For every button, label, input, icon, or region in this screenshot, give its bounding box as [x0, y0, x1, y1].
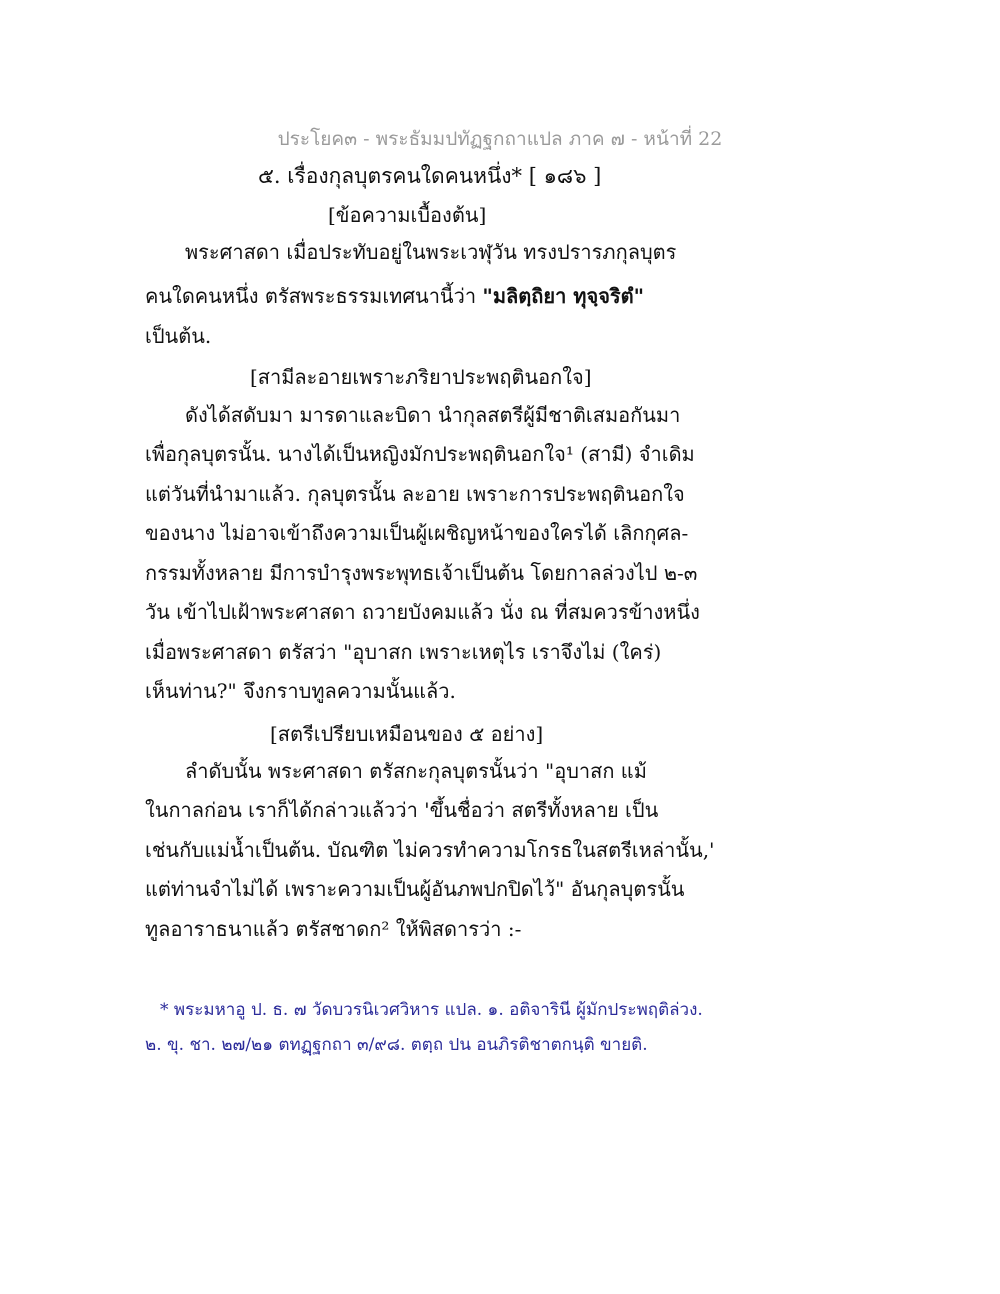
intro-quote-bold: "มลิตฺถิยา ทุจฺจริตํ": [482, 284, 645, 308]
para3-line-2: ในกาลก่อน เราก็ได้กล่าวแล้วว่า 'ขึ้นชื่อว่า สตรีทั้งหลาย เป็น: [145, 798, 659, 822]
para2-line-8: เห็นท่าน?" จึงกราบทูลความนั้นแล้ว.: [145, 679, 456, 703]
para3-line-3: เช่นกับแม่น้ำเป็นต้น. บัณฑิต ไม่ควรทำความโกรธในสตรีเหล่านั้น,': [145, 838, 715, 862]
para2-line-2: เพื่อกุลบุตรนั้น. นางได้เป็นหญิงมักประพฤตินอกใจ¹ (สามี) จำเดิม: [145, 442, 695, 466]
section-heading-women: [สตรีเปรียบเหมือนของ ๕ อย่าง]: [270, 722, 544, 746]
intro-line-3: เป็นต้น.: [145, 324, 212, 348]
section-heading-intro: [ข้อความเบื้องต้น]: [328, 203, 487, 227]
section-heading-husband: [สามีละอายเพราะภริยาประพฤตินอกใจ]: [250, 365, 592, 389]
intro-line-1: พระศาสดา เมื่อประทับอยู่ในพระเวฬุวัน ทรงปรารภกุลบุตร: [185, 240, 677, 264]
para2-line-7: เมื่อพระศาสดา ตรัสว่า "อุบาสก เพราะเหตุไร เราจึงไม่ (ใคร่): [145, 640, 662, 664]
para2-line-1: ดังได้สดับมา มารดาและบิดา นำกุลสตรีผู้มีชาติเสมอกันมา: [185, 403, 681, 427]
intro-line-2: [145, 282, 644, 310]
para2-line-5: กรรมทั้งหลาย มีการบำรุงพระพุทธเจ้าเป็นต้น โดยกาลล่วงไป ๒-๓: [145, 561, 698, 585]
para3-line-5: ทูลอาราธนาแล้ว ตรัสชาดก² ให้พิสดารว่า :-: [145, 917, 522, 941]
para2-line-3: แต่วันที่นำมาแล้ว. กุลบุตรนั้น ละอาย เพราะการประพฤตินอกใจ: [145, 482, 685, 506]
para2-line-6: วัน เข้าไปเฝ้าพระศาสดา ถวายบังคมแล้ว นั่ง ณ ที่สมควรข้างหนึ่ง: [145, 600, 700, 624]
para3-line-1: ลำดับนั้น พระศาสดา ตรัสกะกุลบุตรนั้นว่า "อุบาสก แม้: [185, 759, 647, 783]
story-title: ๕. เรื่องกุลบุตรคนใดคนหนึ่ง* [ ๑๘๖ ]: [258, 164, 602, 188]
para2-line-4: ของนาง ไม่อาจเข้าถึงความเป็นผู้เผชิญหน้าของใครได้ เลิกกุศล-: [145, 521, 689, 545]
intro-line-2-text: คนใดคนหนึ่ง ตรัสพระธรรมเทศนานี้ว่า: [145, 284, 483, 308]
page-header-text: ประโยค๓ - พระธัมมปทัฏฐกถาแปล ภาค ๗ - หน้าที่ 22: [277, 128, 723, 150]
footnote-2: ๒. ขุ. ชา. ๒๗/๒๑ ตทฏฺฐกถา ๓/๙๘. ตตฺถ ปน อนภิรติชาตกนฺติ ขายติ.: [145, 1035, 648, 1055]
footnote-1: * พระมหาอู ป. ธ. ๗ วัดบวรนิเวศวิหาร แปล. ๑. อติจารินี ผู้มักประพฤติล่วง.: [160, 1000, 703, 1020]
para3-line-4: แต่ท่านจำไม่ได้ เพราะความเป็นผู้อันภพปกปิดไว้" อันกุลบุตรนั้น: [145, 877, 685, 901]
page-header: [0, 124, 1000, 154]
